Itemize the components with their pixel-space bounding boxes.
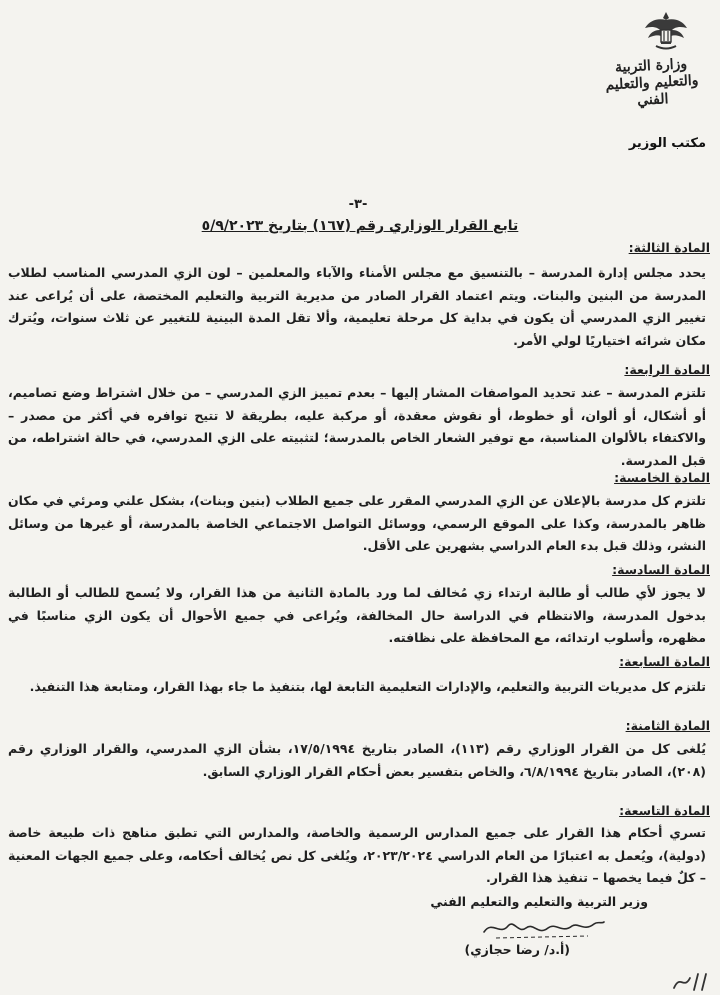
- article-7-text: تلتزم كل مديريات التربية والتعليم، والإدارات التعليمية التابعة لها، بتنفيذ ما جاء بهذا القرار، ومتابعة هذا التنفيذ.: [29, 679, 706, 694]
- article-8-title: المادة الثامنة:: [625, 718, 710, 733]
- article-3-title: المادة الثالثة:: [628, 240, 710, 255]
- article-4-text: تلتزم المدرسة – عند تحديد المواصفات المشار إليها – بعدم تمييز الزي المدرسي – من خلال اشتراط وضع تصاميم، أو أشكال، أو ألوان، أو خطوط، أو نقوش معقدة، أو مركبة عليه، بطريقة لا تتيح توافره في أكثر من مصدر – والاكتفاء بالألوان المناسبة، مع توفير الشعار الخاص بالمدرسة؛ لتثبيته على الزي المدرسي، في حالة اشتراطه، من قبل المدرسة.: [8, 385, 706, 468]
- article-5-title: المادة الخامسة:: [614, 470, 710, 485]
- article-3-text: يحدد مجلس إدارة المدرسة – بالتنسيق مع مجلس الأمناء والآباء والمعلمين – لون الزي المدرسي المناسب لطلاب المدرسة من البنين والبنات. ويتم اعتماد القرار الصادر من مديرية التربية والتعليم المختصة، على أن يُراعى عند تغيير الزي المدرسي أن يكون في بداية كل مرحلة تعليمية، وألا تقل المدة البينية للتغيير عن ثلاث سنوات، ويُترك مكان شرائه اختياريًا لولي الأمر.: [8, 265, 706, 348]
- page-number: -٣-: [348, 197, 368, 212]
- article-7-title: المادة السابعة:: [619, 654, 710, 669]
- article-8-text: يُلغى كل من القرار الوزاري رقم (١١٣)، الصادر بتاريخ ١٧/٥/١٩٩٤، بشأن الزي المدرسي، والقرار الوزاري رقم (٢٠٨)، الصادر بتاريخ ٦/٨/١٩٩٤، والخاص بتفسير بعض أحكام القرار الوزاري السابق.: [8, 741, 706, 779]
- eagle-emblem-icon: [642, 8, 690, 52]
- decree-subtitle: تابع القرار الوزاري رقم (١٦٧) بتاريخ ٥/٩/٢٠٢٣: [201, 218, 519, 234]
- article-5-text: تلتزم كل مدرسة بالإعلان عن الزي المدرسي المقرر على جميع الطلاب (بنين وبنات)، بشكل علني ومرئي في مكان ظاهر بالمدرسة، وكذا على الموقع الرسمي، ووسائل التواصل الاجتماعي الخاصة بالمدرسة، أو غيرها من وسائل النشر، وذلك قبل بدء العام الدراسي بشهرين على الأقل.: [8, 493, 706, 553]
- article-6-title: المادة السادسة:: [612, 562, 710, 577]
- minister-title: وزير التربية والتعليم والتعليم الفني: [430, 894, 648, 909]
- ministry-logo: وزارة التربية والتعليم والتعليم الفني: [605, 56, 699, 109]
- office-label: مكتب الوزير: [628, 136, 706, 151]
- article-4-title: المادة الرابعة:: [624, 362, 710, 377]
- article-9-text: تسري أحكام هذا القرار على جميع المدارس الرسمية والخاصة، والمدارس التي تطبق مناهج ذات طبيعة خاصة (دولية)، ويُعمل به اعتبارًا من العام الدراسي ٢٠٢٣/٢٠٢٤، ويُلغى كل نص يُخالف أحكامه، وعلى جميع الجهات المعنية – كلٌ فيما يخصها – تنفيذ هذا القرار.: [8, 825, 706, 885]
- article-9-title: المادة التاسعة:: [619, 803, 710, 818]
- handwritten-initials-icon: [670, 968, 716, 994]
- handwritten-signature: [478, 910, 608, 946]
- signer-name: (أ.د/ رضا حجازي): [464, 942, 570, 957]
- article-6-text: لا يجوز لأي طالب أو طالبة ارتداء زي مُخالف لما ورد بالمادة الثانية من هذا القرار، ولا يُسمح للطالب أو الطالبة بدخول المدرسة، والانتظام في الدراسة حال المخالفة، ويُراعى في جميع الأحوال أن يكون الزي مناسبًا في مظهره، وأسلوب ارتدائه، مع المحافظة على نظافته.: [8, 585, 706, 645]
